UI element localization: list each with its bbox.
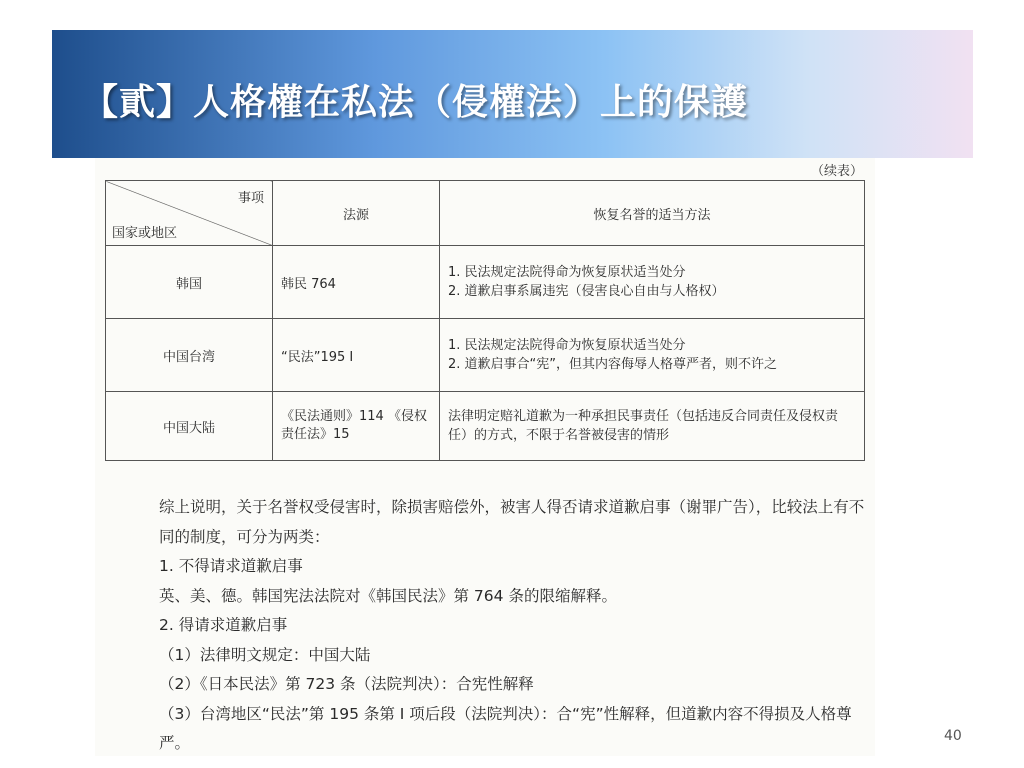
method-item: 1. 民法规定法院得命为恢复原状适当处分: [448, 338, 686, 353]
table-row: [106, 246, 865, 319]
region-cell: 中国台湾: [106, 319, 273, 392]
item-3: （3）台湾地区“民法”第 195 条第 I 项后段（法院判决）：合“宪”性解释，但道歉内容不得损及人格尊严。: [159, 704, 852, 752]
method-item: 法律明定赔礼道歉为一种承担民事责任（包括违反合同责任及侵权责任）的方式，不限于名誉被侵害的情形: [448, 409, 839, 443]
region-cell: 韩国: [106, 246, 273, 319]
continued-label: （续表）: [810, 164, 863, 179]
method-item: 1. 民法规定法院得命为恢复原状适当处分: [448, 265, 686, 280]
countries-line: 英、美、德。韩国宪法法院对《韩国民法》第 764 条的限缩解释。: [159, 586, 617, 605]
method-cell: [440, 246, 865, 319]
header-item-label: 事项: [237, 191, 264, 206]
source-cell: 韩民 764: [273, 246, 440, 319]
scanned-page: [95, 158, 875, 756]
table-row: [106, 319, 865, 392]
title-banner: [52, 30, 973, 158]
item-2: （2）《日本民法》第 723 条（法院判决）：合宪性解释: [159, 675, 534, 693]
method-item: 2. 道歉启事系属违宪（侵害良心自由与人格权）: [448, 284, 725, 299]
header-source: 法源: [273, 181, 440, 246]
region-cell: 中国大陆: [106, 392, 273, 461]
summary-paragraph: 综上说明，关于名誉权受侵害时，除损害赔偿外，被害人得否请求道歉启事（谢罪广告），比较法上有不同的制度，可分为两类：: [159, 498, 865, 546]
heading-no-apology: 1. 不得请求道歉启事: [159, 557, 303, 575]
body-text: [107, 493, 867, 759]
diagonal-header-cell: [106, 181, 273, 246]
page-number: 40: [944, 728, 962, 744]
method-item: 2. 道歉启事合“宪”，但其内容侮辱人格尊严者，则不许之: [448, 357, 778, 372]
source-cell: 《民法通则》114 《侵权责任法》15: [273, 392, 440, 461]
table-header-row: [106, 181, 865, 246]
heading-apology: 2. 得请求道歉启事: [159, 616, 288, 634]
header-method: 恢复名誉的适当方法: [440, 181, 865, 246]
method-cell: [440, 319, 865, 392]
header-region-label: 国家或地区: [112, 226, 178, 241]
item-1: （1）法律明文规定：中国大陆: [159, 645, 371, 664]
slide-title: 【貳】人格權在私法（侵權法）上的保護: [82, 81, 749, 123]
comparison-table: [105, 180, 865, 461]
table-row: [106, 392, 865, 461]
method-cell: [440, 392, 865, 461]
source-cell: “民法”195 I: [273, 319, 440, 392]
